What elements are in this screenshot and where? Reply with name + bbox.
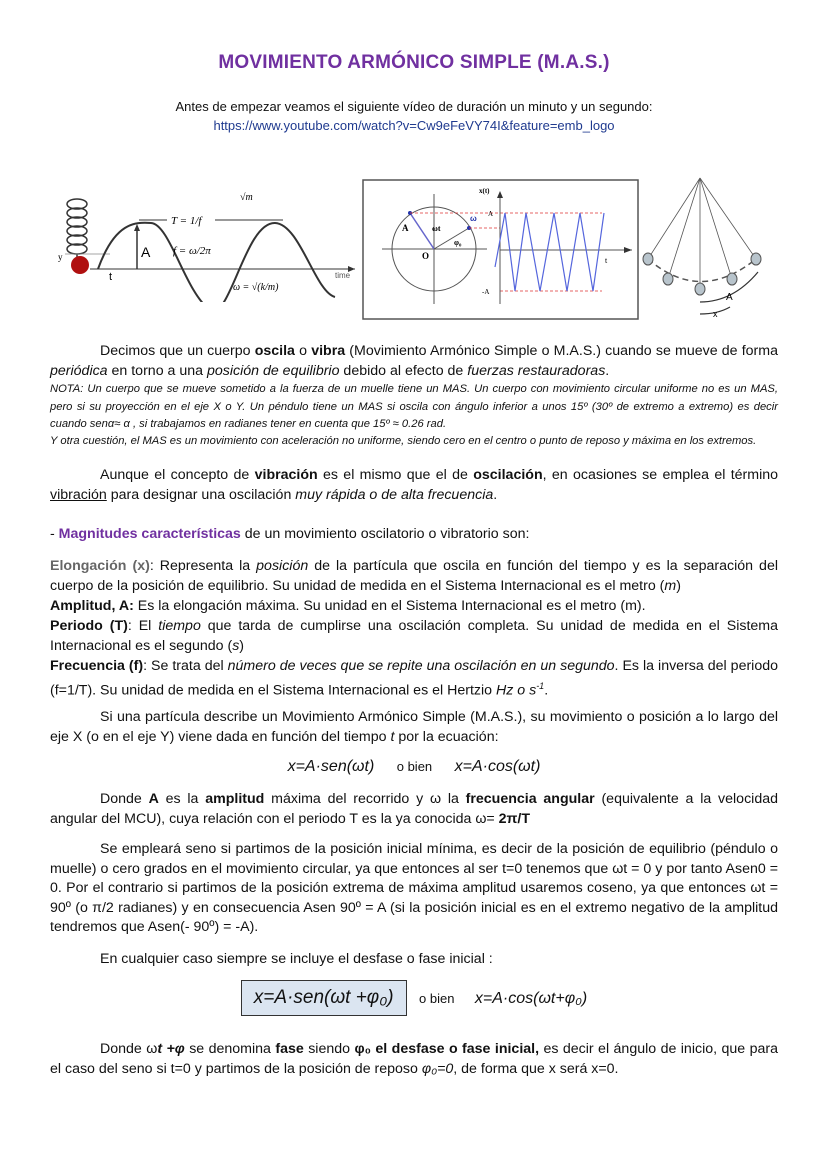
svg-text:φ₀: φ₀ [454, 238, 462, 247]
svg-text:A: A [726, 292, 733, 303]
svg-text:x(t): x(t) [479, 187, 490, 195]
paragraph-definition: Decimos que un cuerpo oscila o vibra (Movimiento Armónico Simple o M.A.S.) cuando se mueve de forma periódica en torno a una posición de equilibrio debido al efecto de fuerzas restauradoras. [50, 343, 778, 379]
mass-ball-icon [71, 256, 89, 274]
svg-text:T = 1/f: T = 1/f [171, 215, 202, 227]
svg-text:A: A [402, 223, 409, 233]
paragraph-sine-cosine: Se empleará seno si partimos de la posición inicial mínima, es decir de la posición de equilibrio (péndulo o muelle) o cero grados en el movimiento circular, ya que entonces al ser t=0 tenemos que ωt = 0 y por tanto Asen0 = 0. Por el contrario si partimos de la posición extrema de máxima amplitud usaremos coseno, ya que entonces ωt = 90º (o π/2 radianes) y en consecuencia Asen 90º = A (si la posición inicial es en el extremo negativo de la amplitud tendremos que Asen(- 90º) = -A). [50, 841, 778, 935]
svg-text:O: O [422, 251, 430, 261]
intro-block [0, 97, 828, 135]
svg-text:A: A [488, 210, 494, 218]
video-link[interactable]: https://www.youtube.com/watch?v=Cw9eFeVY74I&feature=emb_logo [213, 118, 615, 133]
page-title: MOVIMIENTO ARMÓNICO SIMPLE (M.A.S.) [218, 52, 610, 73]
svg-text:t: t [109, 271, 113, 283]
equation-phase: x=A·sen(ωt +φ₀) o bien x=A·cos(ωt+φ₀) [0, 980, 828, 1016]
paragraph-phase-definition: Donde ωt +φ se denomina fase siendo φ₀ el desfase o fase inicial, es decir el ángulo de inicio, que para el caso del seno si t=0 y partimos de la posición de reposo φ₀=0, de forma que x será x=0. [50, 1041, 778, 1077]
svg-text:ω = √(k/m): ω = √(k/m) [233, 282, 279, 293]
svg-text:√m: √m [240, 192, 253, 203]
pendulum-figure [638, 174, 783, 324]
circle-projection-figure [362, 179, 639, 320]
svg-text:y: y [58, 252, 63, 262]
note-text-2: Y otra cuestión, el MAS es un movimiento con aceleración no uniforme, siendo cero en el centro o punto de reposo y máxima en los extremos. [50, 435, 757, 447]
svg-text:A: A [141, 244, 151, 260]
paragraph-equation-intro: Si una partícula describe un Movimiento Armónico Simple (M.A.S.), su movimiento o posición a lo largo del eje X (o en el eje Y) viene dada en función del tiempo t por la ecuación: [50, 709, 778, 745]
svg-text:ω: ω [470, 214, 477, 223]
paragraph-phase-intro: En cualquier caso siempre se incluye el desfase o fase inicial : [100, 951, 493, 967]
paragraph-amplitude-omega: Donde A es la amplitud máxima del recorrido y ω la frecuencia angular (equivalente a la velocidad angular del MCU), cuya relación con el periodo T es la ya conocida ω= 2π/T [50, 791, 778, 827]
svg-text:f = ω/2π: f = ω/2π [173, 245, 211, 257]
paragraph-vibration: Aunque el concepto de vibración es el mismo que el de oscilación, en ocasiones se emplea el término vibración para designar una oscilación muy rápida o de alta frecuencia. [50, 467, 779, 503]
definition-periodo: Periodo (T): El tiempo que tarda de cumplirse una oscilación completa. Su unidad de medida en el Sistema Internacional es el segundo (s) [50, 618, 778, 654]
svg-text:time: time [335, 271, 351, 280]
magnitudes-heading: - Magnitudes características de un movimiento oscilatorio o vibratorio son: [50, 526, 530, 542]
spring-icon [67, 199, 87, 260]
svg-text:-A: -A [482, 288, 490, 296]
note-text: NOTA: Un cuerpo que se mueve sometido a la fuerza de un muelle tiene un MAS. Un cuerpo con movimiento circular uniforme no es un MAS, pero si su proyección en el eje X o Y. Un péndulo tiene un MAS si oscila con ángulo inferior a unos 15º (30º de extremo a extremo) es decir cuando senα≈ α , si trabajamos en radianes tener en cuenta que 15º ≈ 0.26 rad. [50, 383, 778, 430]
definition-frecuencia: Frecuencia (f): Se trata del número de veces que se repite una oscilación en un segundo. Es la inversa del periodo (f=1/T). Su unidad de medida en el Sistema Internacional es el Hertzio Hz o $s^{-1}$. [50, 658, 779, 699]
equation-basic: x=A·sen(ωt) o bien x=A·cos(ωt) [287, 758, 541, 775]
spring-sine-wave-figure [55, 182, 360, 302]
svg-text:ωt: ωt [432, 224, 441, 233]
svg-text:x: x [713, 309, 718, 319]
svg-text:t: t [605, 256, 608, 265]
definition-amplitud: Amplitud, A: Es la elongación máxima. Su unidad en el Sistema Internacional es el metro (m). [50, 598, 646, 614]
boxed-equation: x=A·sen(ωt +φ₀) [241, 980, 407, 1016]
intro-text: Antes de empezar veamos el siguiente vídeo de duración un minuto y un segundo: [175, 99, 653, 114]
definition-elongacion: Elongación (x): Representa la posición de la partícula que oscila en función del tiempo y es la separación del cuerpo de la posición de equilibrio. Su unidad de medida en el Sistema Internacional es el metro (m) [50, 558, 778, 594]
pendulum-bobs [643, 253, 761, 295]
